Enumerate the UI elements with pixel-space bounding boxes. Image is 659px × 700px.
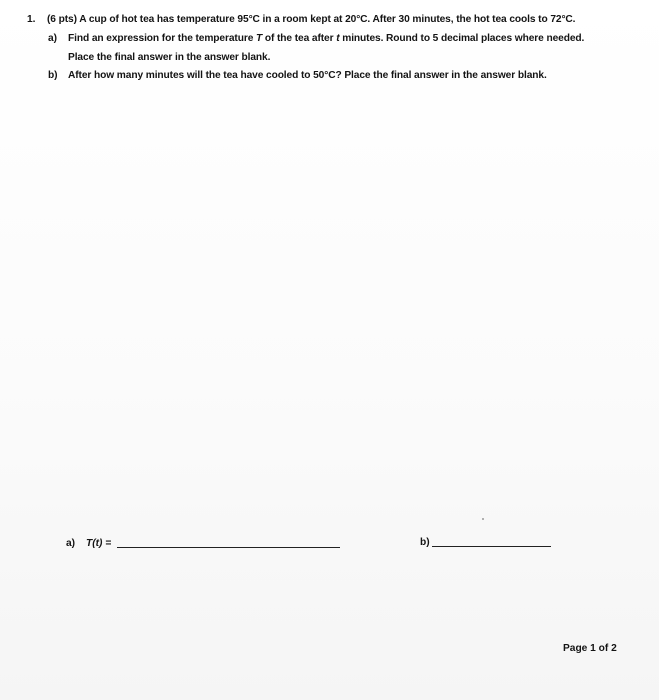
answer-a-label: a) xyxy=(66,538,76,549)
answer-b-blank[interactable] xyxy=(432,546,551,547)
part-a-instruction-line2: Place the final answer in the answer blank. xyxy=(68,52,271,63)
part-b-label: b) xyxy=(48,70,58,81)
question-number: 1. xyxy=(27,14,36,25)
part-a-label: a) xyxy=(48,33,57,44)
question-prompt: (6 pts) A cup of hot tea has temperature 95°C in a room kept at 20°C. After 30 minutes, the hot tea cools to 72°C. xyxy=(47,14,576,25)
part-a-instruction xyxy=(68,32,584,45)
answer-b-label: b) xyxy=(420,537,430,548)
time-variable: t xyxy=(336,33,340,44)
part-a-text-end: minutes. Round to 5 decimal places where needed. xyxy=(339,33,585,44)
part-b-instruction: After how many minutes will the tea have cooled to 50°C? Place the final answer in the answer blank. xyxy=(68,70,547,81)
page-number: Page 1 of 2 xyxy=(563,643,617,654)
answer-a-blank[interactable] xyxy=(117,547,340,548)
part-a-text-start: Find an expression for the temperature xyxy=(68,33,257,44)
answer-a-expression: T(t) = xyxy=(86,538,112,549)
temperature-variable: T xyxy=(256,33,263,44)
paper-speck xyxy=(482,518,484,520)
part-a-text-middle: of the tea after xyxy=(262,33,337,44)
